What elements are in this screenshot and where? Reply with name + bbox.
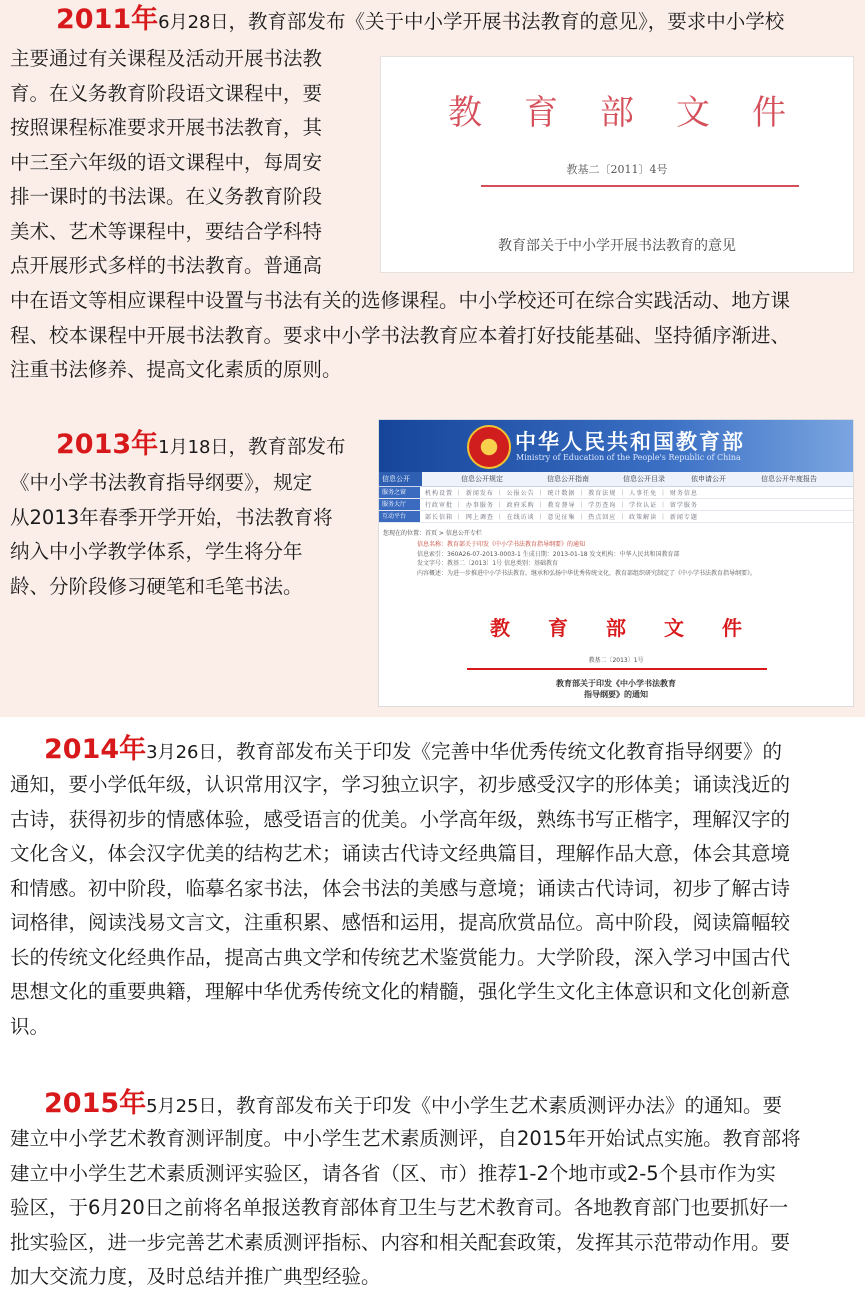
line: 纳入中小学教学体系，学生将分年 bbox=[10, 540, 303, 563]
document-number: 教基二〔2013〕1号 bbox=[588, 657, 644, 664]
date-2013: 1月18日 bbox=[158, 437, 229, 458]
year-2013: 2013年 bbox=[56, 429, 159, 460]
year-2015: 2015年 bbox=[44, 1088, 147, 1119]
paragraph-2013 bbox=[10, 466, 370, 604]
menu-items[interactable]: 行政审批 ｜ 办事服务 ｜ 政府采购 ｜ 教育督导 ｜ 学历查询 ｜ 学位认证 ｜ 留学服务 bbox=[425, 502, 698, 509]
nav-item[interactable]: 信息公开指南 bbox=[547, 475, 589, 483]
paragraph-2011-wrapped bbox=[10, 42, 365, 284]
paragraph-2015-line1 bbox=[10, 1087, 855, 1125]
line: 和情感。初中阶段，临摹名家书法，体会书法的美感与意境；诵读古代诗词，初步了解古诗 bbox=[10, 876, 791, 900]
menu-label: 服务之窗 bbox=[379, 487, 420, 498]
line: 建立中小学生艺术素质测评实验区，请各省（区、市）推荐1-2个地市或2-5个县市作为实 bbox=[10, 1161, 776, 1185]
document-number: 教基二〔2011〕4号 bbox=[566, 163, 668, 176]
line: 主要通过有关课程及活动开展书法教 bbox=[10, 47, 323, 70]
line: 注重书法修养、提高文化素质的原则。 bbox=[10, 358, 342, 381]
menu-row bbox=[379, 487, 853, 499]
line: 美术、艺术等课程中，要结合学科特 bbox=[10, 219, 323, 243]
site-navbar bbox=[379, 472, 853, 487]
document-subject bbox=[379, 678, 853, 700]
menu-row bbox=[379, 499, 853, 511]
section-2013 bbox=[0, 405, 865, 717]
paragraph-2011-full bbox=[10, 284, 855, 388]
menu-items[interactable]: 部长信箱 ｜ 网上调查 ｜ 在线访谈 ｜ 意见征集 ｜ 热点回应 ｜ 政策解读 ｜ 新闻专题 bbox=[425, 514, 698, 521]
menu-items[interactable]: 机构设置 ｜ 新闻发布 ｜ 公报公告 ｜ 统计数据 ｜ 教育法规 ｜ 人事任免 ｜ 财务信息 bbox=[425, 490, 698, 497]
red-rule bbox=[481, 185, 799, 187]
line: 词格律，阅读浅易文言文，注重积累、感悟和运用，提高欣赏品位。高中阶段，阅读篇幅较 bbox=[10, 911, 791, 934]
breadcrumb: 您现在的位置：首页 > 信息公开专栏 bbox=[383, 530, 482, 537]
nav-item[interactable]: 信息公开目录 bbox=[623, 475, 665, 483]
date-2015: 5月25日 bbox=[146, 1096, 217, 1117]
nav-item[interactable]: 信息公开 bbox=[379, 472, 422, 486]
line: 点开展形式多样的书法教育。普通高 bbox=[10, 254, 323, 277]
line: 中三至六年级的语文课程中，每周安 bbox=[10, 150, 323, 174]
nav-item[interactable]: 依申请公开 bbox=[691, 475, 726, 483]
national-emblem-icon bbox=[467, 425, 511, 469]
text-2015-l1: ，教育部发布关于印发《中小学生艺术素质测评办法》的通知。要 bbox=[216, 1094, 783, 1117]
nav-item[interactable]: 信息公开规定 bbox=[461, 475, 503, 483]
line: 文化含义，体会汉字优美的结构艺术；诵读古代诗文经典篇目，理解作品大意，体会其意境 bbox=[10, 842, 791, 865]
line: 从2013年春季开学开始，书法教育将 bbox=[10, 505, 333, 529]
site-menu bbox=[379, 487, 853, 525]
line: 中在语文等相应课程中设置与书法有关的选修课程。中小学校还可在综合实践活动、地方课 bbox=[10, 289, 791, 312]
document-header: 教育部文件 bbox=[490, 616, 780, 640]
document-header: 教育部文件 bbox=[448, 93, 828, 133]
line: 指导纲要》的通知 bbox=[584, 690, 648, 699]
info-row: 内容概述：为进一步推进中小学书法教育，继承和弘扬中华优秀传统文化，教育部组织研究制定了《中小学书法教育指导纲要》。 bbox=[417, 569, 757, 577]
site-banner bbox=[379, 420, 853, 472]
line: 建立中小学艺术教育测评制度。中小学生艺术素质测评，自2015年开始试点实施。教育部将 bbox=[10, 1127, 801, 1150]
site-title: 中华人民共和国教育部 bbox=[515, 430, 745, 454]
line: 育。在义务教育阶段语文课程中，要 bbox=[10, 81, 323, 105]
line: 教育部关于印发《中小学书法教育 bbox=[556, 679, 676, 688]
site-subtitle: Ministry of Education of the People's Republic of China bbox=[516, 453, 741, 462]
paragraph-2014-line1 bbox=[10, 733, 855, 771]
section-2011 bbox=[0, 0, 865, 405]
website-screenshot-2013 bbox=[378, 419, 854, 707]
line: 古诗，获得初步的情感体验，感受语言的优美。小学高年级，熟练书写正楷字，理解汉字的 bbox=[10, 807, 791, 831]
date-2014: 3月26日 bbox=[146, 742, 217, 763]
text-2013-l1: ，教育部发布 bbox=[228, 435, 346, 458]
menu-label: 互动平台 bbox=[379, 511, 420, 522]
paragraph-2011-line1 bbox=[10, 3, 855, 41]
nav-item[interactable]: 信息公开年度报告 bbox=[761, 475, 817, 483]
line: 排一课时的书法课。在义务教育阶段 bbox=[10, 185, 323, 208]
info-row: 发文字号：教基二〔2013〕1号 信息类别：基础教育 bbox=[417, 560, 558, 567]
line: 按照课程标准要求开展书法教育，其 bbox=[10, 116, 323, 139]
menu-row bbox=[379, 511, 853, 523]
line: 验区，于6月20日之前将名单报送教育部体育卫生与艺术教育司。各地教育部门也要抓好一 bbox=[10, 1196, 789, 1219]
year-2014: 2014年 bbox=[44, 734, 147, 765]
info-row: 信息索引：360A26-07-2013-0003-1 生成日期：2013-01-18 发文机构：中华人民共和国教育部 bbox=[417, 550, 680, 558]
line: 思想文化的重要典籍，理解中华优秀传统文化的精髓，强化学生文化主体意识和文化创新意 bbox=[10, 980, 791, 1003]
paragraph-2015 bbox=[10, 1122, 855, 1295]
text-2014-l1: ，教育部发布关于印发《完善中华优秀传统文化教育指导纲要》的 bbox=[216, 740, 783, 763]
text-2011-l1: ，教育部发布《关于中小学开展书法教育的意见》，要求中小学校 bbox=[228, 10, 785, 33]
document-subject: 教育部关于中小学开展书法教育的意见 bbox=[498, 238, 736, 254]
document-image-2011 bbox=[380, 56, 854, 273]
line: 长的传统文化经典作品，提高古典文学和传统艺术鉴赏能力。大学阶段，深入学习中国古代 bbox=[10, 945, 791, 969]
paragraph-2014 bbox=[10, 768, 855, 1044]
info-row: 信息名称：教育部关于印发《中小学书法教育指导纲要》的通知 bbox=[417, 541, 586, 548]
red-rule bbox=[467, 668, 767, 670]
line: 程、校本课程中开展书法教育。要求中小学书法教育应本着打好技能基础、坚持循序渐进、 bbox=[10, 323, 791, 347]
menu-label: 服务大厅 bbox=[379, 499, 420, 510]
line: 批实验区，进一步完善艺术素质测评指标、内容和相关配套政策，发挥其示范带动作用。要 bbox=[10, 1230, 791, 1254]
line: 通知，要小学低年级，认识常用汉字，学习独立识字，初步感受汉字的形体美；诵读浅近的 bbox=[10, 773, 791, 796]
line: 识。 bbox=[10, 1014, 50, 1038]
line: 加大交流力度，及时总结并推广典型经验。 bbox=[10, 1265, 381, 1288]
line: 《中小学书法教育指导纲要》，规定 bbox=[10, 471, 313, 494]
date-2011: 6月28日 bbox=[158, 12, 229, 33]
paragraph-2013-line1 bbox=[10, 428, 365, 466]
year-2011: 2011年 bbox=[56, 4, 159, 35]
section-2014-2015 bbox=[0, 717, 865, 1304]
document-info bbox=[417, 540, 837, 578]
line: 龄、分阶段修习硬笔和毛笔书法。 bbox=[10, 574, 303, 598]
